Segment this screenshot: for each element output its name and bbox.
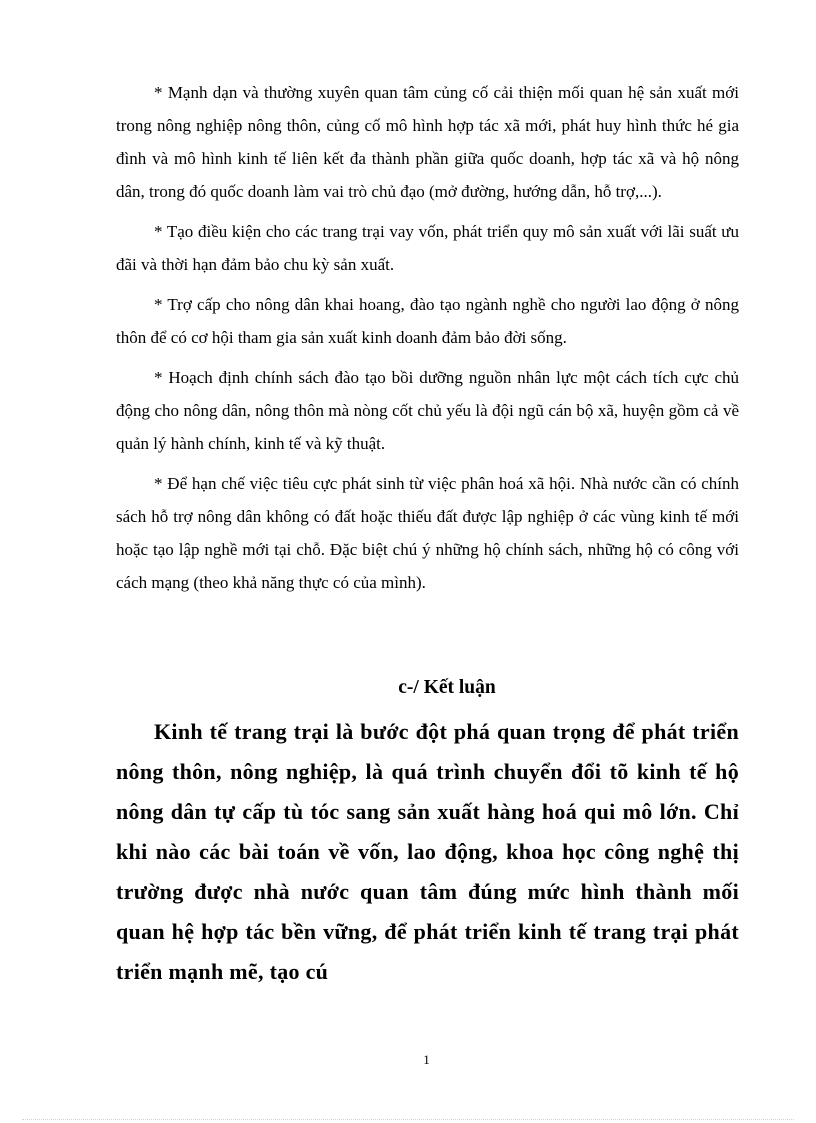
- body-text: [116, 76, 739, 606]
- paragraph-2: * Tạo điều kiện cho các trang trại vay vốn, phát triển quy mô sản xuất với lãi suất ưu đãi và thời hạn đảm bảo chu kỳ sản xuất.: [116, 222, 739, 274]
- paragraph-1: * Mạnh dạn và thường xuyên quan tâm củng cố cải thiện mối quan hệ sản xuất mới trong nông nghiệp nông thôn, củng cố mô hình hợp tác xã mới, phát huy hình thức hé gia đình và mô hình kinh tế liên kết đa thành phần giữa quốc doanh, hợp tác xã và hộ nông dân, trong đó quốc doanh làm vai trò chủ đạo (mở đường, hướng dẫn, hỗ trợ,...).: [116, 83, 739, 201]
- paragraph-4: * Hoạch định chính sách đào tạo bồi dưỡng nguồn nhân lực một cách tích cực chủ động cho nông dân, nông thôn mà nòng cốt chủ yếu là đội ngũ cán bộ xã, huyện gồm cả về quản lý hành chính, kinh tế và kỹ thuật.: [116, 368, 739, 453]
- paragraph-5: * Để hạn chế việc tiêu cực phát sinh từ việc phân hoá xã hội. Nhà nước cần có chính sách hỗ trợ nông dân không có đất hoặc thiếu đất được lập nghiệp ở các vùng kinh tế mới hoặc tạo lập nghề mới tại chỗ. Đặc biệt chú ý những hộ chính sách, những hộ có công với cách mạng (theo khả năng thực có của mình).: [116, 474, 739, 592]
- page-number: 1: [423, 1052, 430, 1067]
- conclusion-paragraph: Kinh tế trang trại là bước đột phá quan trọng để phát triển nông thôn, nông nghiệp, là quá trình chuyển đổi tõ kinh tế hộ nông dân tự cấp tù tóc sang sản xuất hàng hoá qui mô lớn. Chỉ khi nào các bài toán về vốn, lao động, khoa học công nghệ thị trường được nhà nước quan tâm đúng mức hình thành mối quan hệ hợp tác bền vững, để phát triển kinh tế trang trại phát triển mạnh mẽ, tạo cú: [116, 719, 739, 984]
- paragraph-3: * Trợ cấp cho nông dân khai hoang, đào tạo ngành nghề cho người lao động ở nông thôn để có cơ hội tham gia sản xuất kinh doanh đảm bảo đời sống.: [116, 295, 739, 347]
- page-bottom-edge: [22, 1119, 794, 1120]
- section-heading: c-/ Kết luận: [398, 677, 496, 698]
